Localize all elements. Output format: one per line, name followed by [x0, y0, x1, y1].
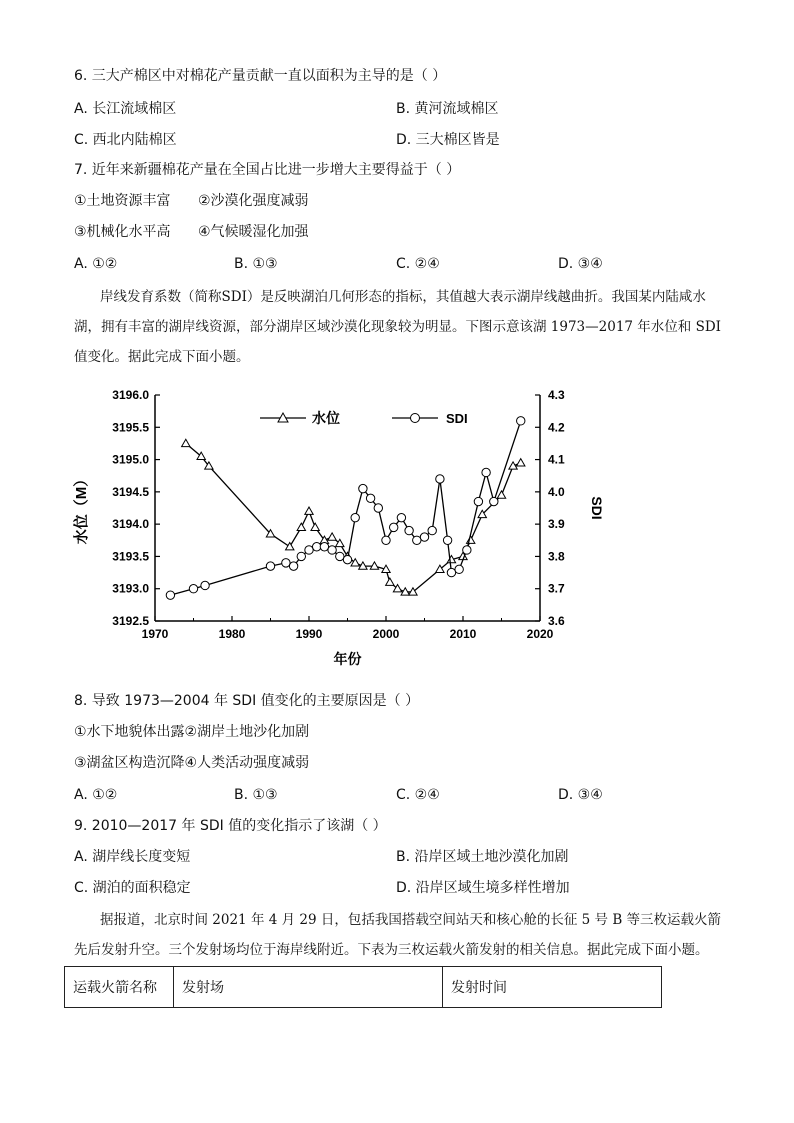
y-left-tick-label: 3192.5 [112, 614, 149, 628]
sdi-point [282, 559, 290, 567]
y-left-tick-label: 3193.5 [112, 549, 149, 564]
legend-sdi-label: SDI [446, 411, 468, 426]
q9-option-b: B. 沿岸区域土地沙漠化加剧 [396, 849, 569, 865]
sdi-point [420, 533, 428, 541]
legend-water-label: 水位 [312, 410, 340, 426]
sdi-point [320, 543, 328, 551]
q6-option-a: A. 长江流域棉区 [74, 101, 177, 117]
water-level-point [286, 543, 294, 550]
sdi-point [289, 562, 297, 570]
water-level-point [497, 491, 505, 498]
sdi-point [351, 513, 359, 521]
sdi-point [374, 504, 382, 512]
passage2-line1: 据报道，北京时间 2021 年 4 月 29 日，包括我国搭载空间站天和核心舱的长征 5 号 B 等三枚运载火箭 [100, 912, 722, 928]
water-level-point [386, 578, 394, 585]
x-axis-label: 年份 [333, 651, 362, 667]
y-right-axis-label: SDI [589, 496, 605, 520]
sdi-point [455, 565, 463, 573]
sdi-point [166, 591, 174, 599]
q9-option-c: C. 湖泊的面积稳定 [74, 880, 191, 896]
sdi-point [413, 536, 421, 544]
sdi-point [490, 497, 498, 505]
y-left-tick-label: 3195.0 [112, 452, 149, 467]
sdi-point [328, 546, 336, 554]
sdi-point [436, 475, 444, 483]
sdi-point [482, 468, 490, 476]
passage1-line2: 湖，拥有丰富的湖岸线资源，部分湖岸区域沙漠化现象较为明显。下图示意该湖 1973—2017 年水位和 SDI [74, 319, 721, 335]
sdi-point [463, 546, 471, 554]
q6-option-d: D. 三大棉区皆是 [396, 132, 500, 148]
q7-stem: 7. 近年来新疆棉花产量在全国占比进一步增大主要得益于（ ） [74, 162, 461, 178]
sdi-point [305, 546, 313, 554]
q6-option-c: C. 西北内陆棉区 [74, 132, 177, 148]
q7-statement-3: ③机械化水平高 [74, 224, 171, 240]
q7-option-b: B. ①③ [234, 256, 278, 272]
passage1-line1: 岸线发育系数（简称SDI）是反映湖泊几何形态的指标，其值越大表示湖岸线越曲折。我国某内陆咸水 [100, 289, 706, 305]
water-level-point [182, 439, 190, 446]
passage1-line3: 值变化。据此完成下面小题。 [74, 349, 250, 365]
water-level-point [305, 507, 313, 514]
sdi-point [266, 562, 274, 570]
y-right-tick-label: 4.0 [548, 484, 565, 499]
sdi-point [428, 526, 436, 534]
x-tick-label: 1990 [295, 627, 323, 641]
sdi-point [297, 552, 305, 560]
sdi-point [313, 543, 321, 551]
water-level-point [517, 459, 525, 466]
table-header-launch-site: 发射场 [174, 967, 443, 1008]
sdi-point [343, 555, 351, 563]
sdi-line [170, 421, 520, 595]
x-tick-label: 2020 [526, 627, 554, 641]
y-right-tick-label: 4.3 [548, 388, 565, 402]
sdi-point [336, 552, 344, 560]
sdi-point [443, 536, 451, 544]
water-level-sdi-chart [70, 380, 630, 680]
q7-option-a: A. ①② [74, 256, 118, 272]
sdi-point [366, 494, 374, 502]
q7-statement-1: ①土地资源丰富 [74, 193, 171, 209]
y-right-tick-label: 4.1 [548, 452, 565, 467]
sdi-point [390, 523, 398, 531]
y-left-tick-label: 3194.0 [112, 517, 149, 532]
sdi-point [474, 497, 482, 505]
y-left-tick-label: 3194.5 [112, 484, 149, 499]
y-left-tick-label: 3196.0 [112, 388, 149, 402]
passage2-line2: 先后发射升空。三个发射场均位于海岸线附近。下表为三枚运载火箭发射的相关信息。据此完成下面小题。 [74, 942, 709, 958]
table-header-launch-time: 发射时间 [443, 967, 662, 1008]
q7-option-d: D. ③④ [558, 256, 603, 272]
q7-statement-4: ④气候暖湿化加强 [198, 224, 309, 240]
q8-option-d: D. ③④ [558, 787, 603, 803]
y-right-tick-label: 3.8 [548, 549, 565, 564]
sdi-point [405, 526, 413, 534]
sdi-point [397, 513, 405, 521]
q8-statements-1-2: ①水下地貌体出露②湖岸土地沙化加剧 [74, 724, 310, 740]
water-level-point [311, 523, 319, 530]
q9-stem: 9. 2010—2017 年 SDI 值的变化指示了该湖（ ） [74, 818, 387, 834]
q9-option-a: A. 湖岸线长度变短 [74, 849, 191, 865]
sdi-point [447, 568, 455, 576]
q8-option-c: C. ②④ [396, 787, 440, 803]
water-level-point [297, 523, 305, 530]
sdi-point [517, 417, 525, 425]
x-tick-label: 1980 [218, 627, 246, 641]
sdi-point [201, 581, 209, 589]
q6-stem: 6. 三大产棉区中对棉花产量贡献一直以面积为主导的是（ ） [74, 68, 447, 84]
q8-option-a: A. ①② [74, 787, 118, 803]
q9-option-d: D. 沿岸区域生境多样性增加 [396, 880, 570, 896]
q8-stem: 8. 导致 1973—2004 年 SDI 值变化的主要原因是（ ） [74, 693, 420, 709]
legend-sdi-marker [411, 414, 420, 423]
y-right-tick-label: 4.2 [548, 420, 565, 435]
x-tick-label: 2010 [449, 627, 477, 641]
y-right-tick-label: 3.9 [548, 517, 565, 532]
x-tick-label: 1970 [141, 627, 169, 641]
rocket-launch-table [64, 966, 662, 1008]
q6-option-b: B. 黄河流域棉区 [396, 101, 499, 117]
y-left-tick-label: 3195.5 [112, 420, 149, 435]
q7-statement-2: ②沙漠化强度减弱 [198, 193, 309, 209]
table-header-rocket-name: 运载火箭名称 [65, 967, 174, 1008]
q8-statements-3-4: ③湖盆区构造沉降④人类活动强度减弱 [74, 755, 310, 771]
y-right-tick-label: 3.7 [548, 581, 565, 596]
q8-option-b: B. ①③ [234, 787, 278, 803]
sdi-point [382, 536, 390, 544]
water-level-point [467, 536, 475, 543]
sdi-point [189, 585, 197, 593]
q7-option-c: C. ②④ [396, 256, 440, 272]
water-level-point [328, 533, 336, 540]
table-header-row [65, 967, 662, 1008]
y-right-tick-label: 3.6 [548, 614, 565, 628]
y-left-tick-label: 3193.0 [112, 581, 149, 596]
y-left-axis-label: 水位（M） [73, 471, 90, 545]
water-level-point [509, 462, 517, 469]
x-tick-label: 2000 [372, 627, 400, 641]
sdi-point [359, 484, 367, 492]
